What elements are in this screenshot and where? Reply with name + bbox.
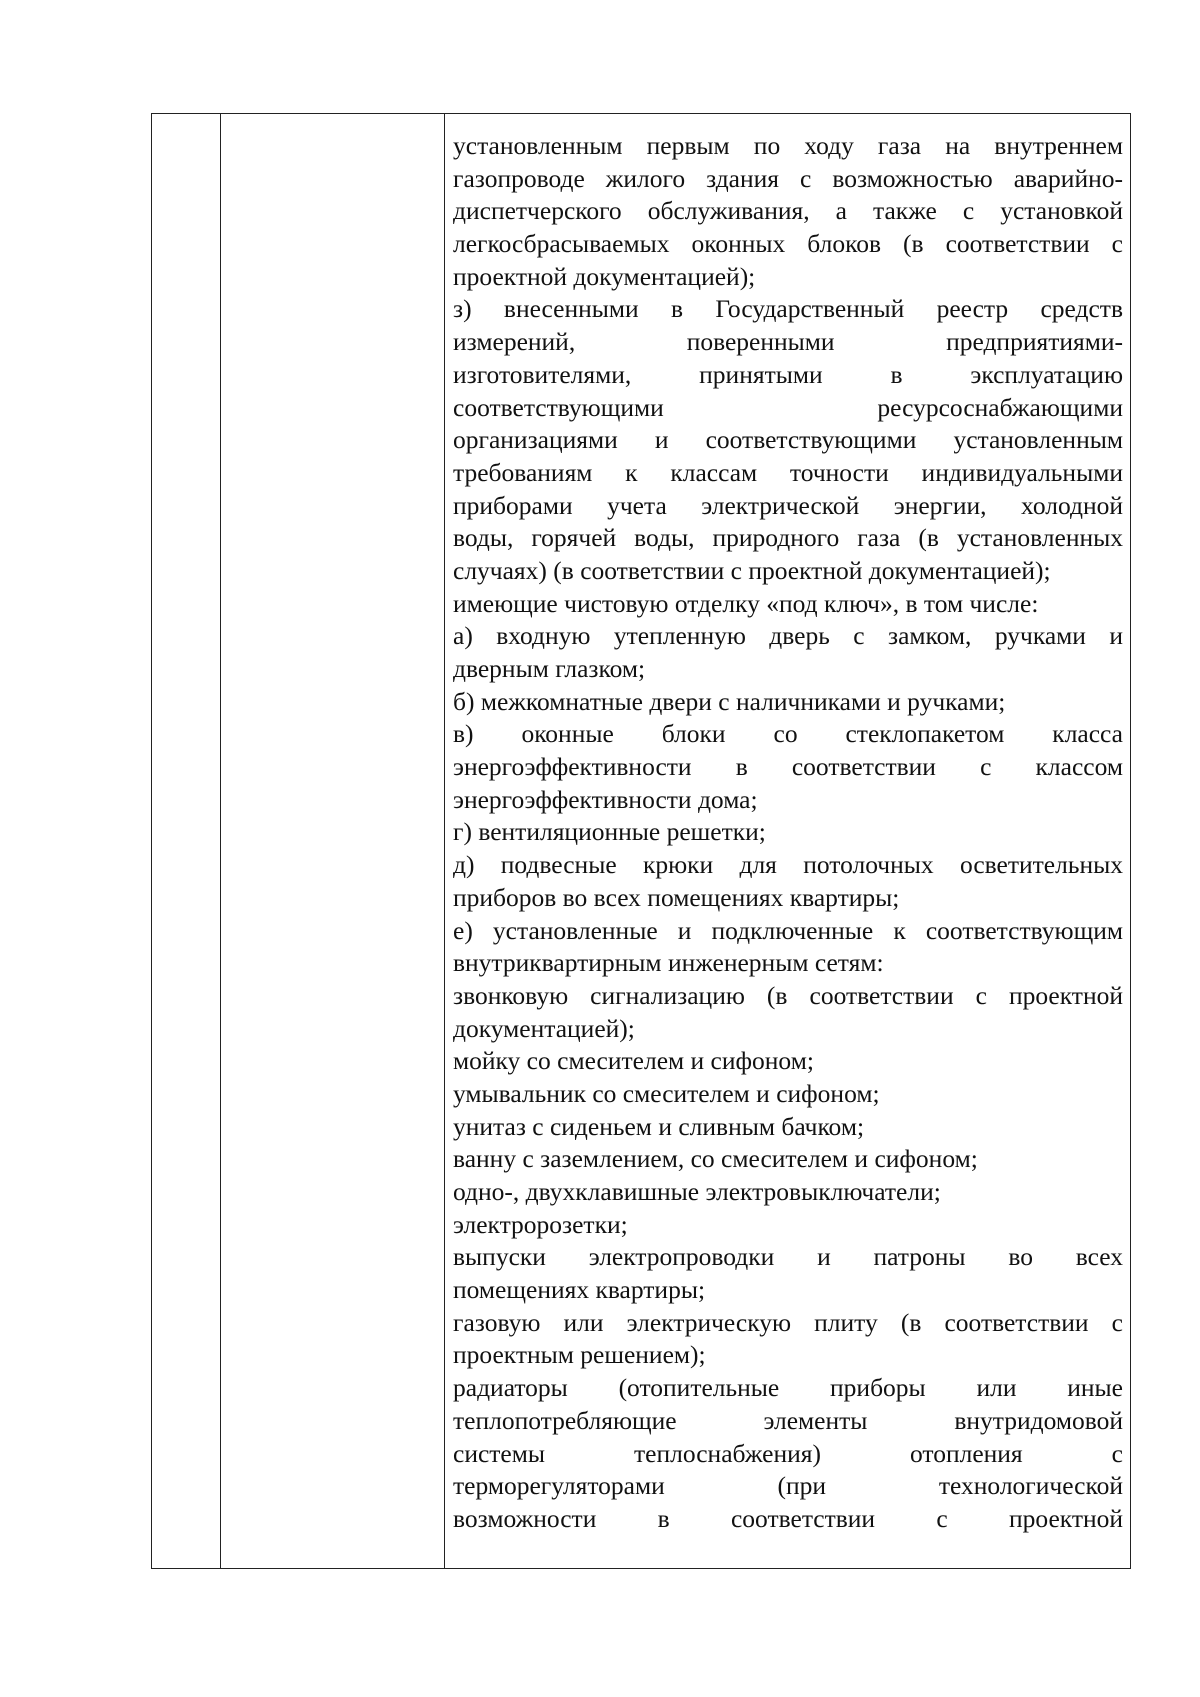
text-line: газовую или электрическую плиту (в соответствии с xyxy=(453,1307,1123,1337)
text-line: г) вентиляционные решетки; xyxy=(453,817,766,847)
text-line: соответствующими ресурсоснабжающими xyxy=(453,392,1123,422)
text-line: е) установленные и подключенные к соответствующим xyxy=(453,915,1123,945)
text-line: требованиям к классам точности индивидуальными xyxy=(453,457,1123,487)
table-column-number xyxy=(152,114,221,1568)
text-line: радиаторы (отопительные приборы или иные xyxy=(453,1373,1123,1403)
text-line: имеющие чистовую отделку «под ключ», в том числе: xyxy=(453,588,1039,618)
text-line: помещениях квартиры; xyxy=(453,1275,706,1305)
text-line: теплопотребляющие элементы внутридомовой xyxy=(453,1405,1123,1435)
text-line: одно-, двухклавишные электровыключатели; xyxy=(453,1177,941,1206)
text-line: а) входную утепленную дверь с замком, ручками и xyxy=(453,621,1123,651)
text-line: унитаз с сиденьем и сливным бачком; xyxy=(453,1111,865,1141)
text-line: в) оконные блоки со стеклопакетом класса xyxy=(453,719,1123,749)
text-line: терморегуляторами (при технологической xyxy=(453,1471,1123,1501)
text-line: легкосбрасываемых оконных блоков (в соответствии с xyxy=(453,229,1123,259)
table-column-item xyxy=(221,114,445,1568)
text-line: системы теплоснабжения) отопления с xyxy=(453,1438,1123,1468)
text-line: измерений, поверенными предприятиями- xyxy=(453,327,1123,357)
text-line: диспетчерского обслуживания, а также с установкой xyxy=(453,196,1123,226)
text-line: д) подвесные крюки для потолочных осветительных xyxy=(453,850,1123,880)
text-line: выпуски электропроводки и патроны во всех xyxy=(453,1242,1123,1272)
text-line: внутриквартирным инженерным сетям: xyxy=(453,948,884,978)
text-line: энергоэффективности дома; xyxy=(453,784,758,814)
text-line: дверным глазком; xyxy=(453,654,646,683)
text-line: изготовителями, принятыми в эксплуатацию xyxy=(453,359,1123,389)
text-line: проектным решением); xyxy=(453,1340,706,1370)
document-table xyxy=(151,113,1131,1569)
text-line: газопроводе жилого здания с возможностью аварийно- xyxy=(453,163,1123,193)
text-line: мойку со смесителем и сифоном; xyxy=(453,1046,814,1076)
text-line: проектной документацией); xyxy=(453,261,756,291)
text-line: воды, горячей воды, природного газа (в установленных xyxy=(453,523,1123,553)
text-line: энергоэффективности в соответствии с классом xyxy=(453,752,1123,782)
text-line: документацией); xyxy=(453,1013,635,1043)
text-line: звонковую сигнализацию (в соответствии с проектной xyxy=(453,980,1123,1010)
text-line: б) межкомнатные двери с наличниками и ручками; xyxy=(453,686,1006,716)
text-line: организациями и соответствующими установленным xyxy=(453,425,1123,455)
text-line: электророзетки; xyxy=(453,1209,628,1239)
text-line: ванну с заземлением, со смесителем и сифоном; xyxy=(453,1144,978,1174)
text-line: возможности в соответствии с проектной xyxy=(453,1503,1123,1533)
table-column-requirements xyxy=(445,114,1130,1568)
text-line: приборами учета электрической энергии, холодной xyxy=(453,490,1123,520)
text-line: умывальник со смесителем и сифоном; xyxy=(453,1078,880,1108)
text-line: приборов во всех помещениях квартиры; xyxy=(453,882,900,912)
text-line: установленным первым по ходу газа на внутреннем xyxy=(453,131,1123,160)
text-line: з) внесенными в Государственный реестр средств xyxy=(453,294,1123,324)
text-line: случаях) (в соответствии с проектной документацией); xyxy=(453,555,1051,585)
